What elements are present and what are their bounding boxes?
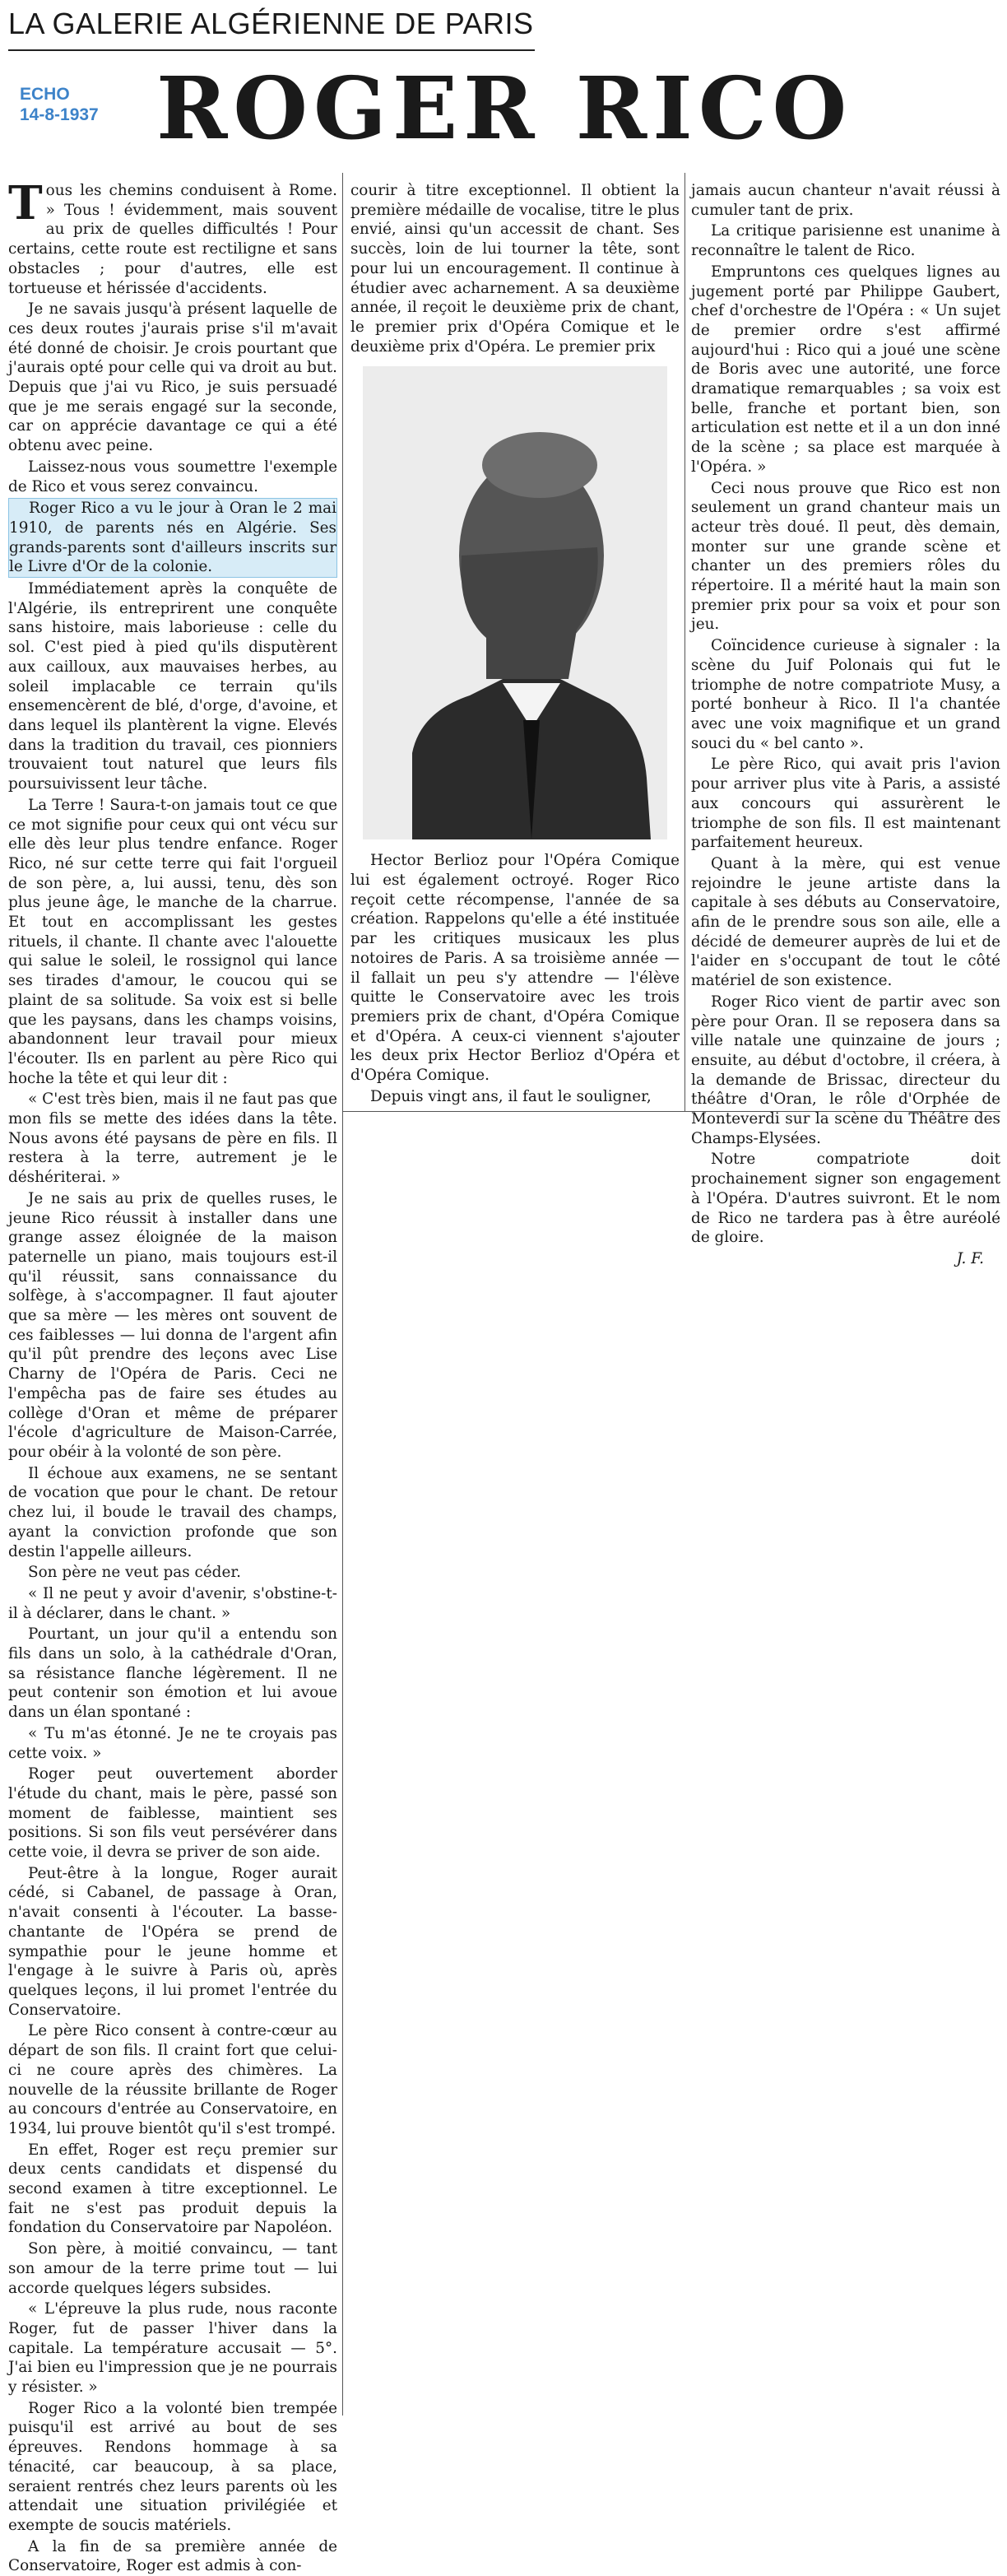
source-date: 14-8-1937 [20, 105, 99, 124]
column-divider [684, 173, 685, 1111]
paragraph: jamais aucun chanteur n'avait réussi à cumuler tant de prix. [691, 182, 1000, 219]
header-rule [8, 49, 535, 51]
highlighted-paragraph: Roger Rico a vu le jour à Oran le 2 mai 1910, de parents nés en Algérie. Ses grands-parents sont d'ailleurs inscrits sur le Livre d'Or de la colonie. [8, 498, 337, 578]
paragraph: Le père Rico consent à contre-cœur au départ de son fils. Il craint fort que celui-ci ne coure après des chimères. La nouvelle de la réussite brillante de Roger au concours d'entrée au Conservatoire, en 1934, lui prouve bientôt qu'il s'est trompé. [8, 2022, 337, 2137]
article-column-1 [8, 176, 337, 2575]
paragraph: Le père Rico, qui avait pris l'avion pour arriver plus vite à Paris, a assisté aux concours qui assurèrent le triomphe de son fils. Il est maintenant parfaitement heureux. [691, 756, 1000, 852]
paragraph: Depuis vingt ans, il faut le souligner, [370, 1087, 652, 1105]
article-headline: ROGER RICO [156, 58, 853, 159]
paragraph: Hector Berlioz pour l'Opéra Comique lui est également octroyé. Roger Rico reçoit cette récompense, l'année de sa création. Rappelons qu'elle a été instituée par les critiques musicaux les plus notoires de Paris. A sa troisième année — il fallait un peu s'y attendre — l'élève quitte le Conservatoire avec les trois premiers prix de chant, d'Opéra Comique et d'Opéra. A ceux-ci viennent s'ajouter les deux prix Hector Berlioz d'Opéra et d'Opéra Comique. [350, 852, 680, 1085]
paragraph: courir à titre exceptionnel. Il obtient la première médaille de vocalise, titre le plus envié, ainsi qu'un accessit de chant. Ses succès, loin de lui tourner la tête, sont pour lui un encouragement. Il continue à étudier avec acharnement. A sa deuxième année, il reçoit le deuxième prix de chant, le premier prix d'Opéra Comique et le deuxième prix d'Opéra. Le premier prix [350, 182, 680, 356]
paragraph: Pourtant, un jour qu'il a entendu son fils dans un solo, à la cathédrale d'Oran, sa résistance flanche légèrement. Il ne peut contenir son émotion et lui avoue dans un élan spontané : [8, 1625, 337, 1722]
paragraph: A la fin de sa première année de Conservatoire, Roger est admis à con- [8, 2537, 337, 2575]
paragraph: Je ne sais au prix de quelles ruses, le jeune Rico réussit à installer dans une grange assez éloignée de la maison paternelle un piano, mais toujours est-il qu'il réussit, sans connaissance du solfège, à s'accompagner. Il faut ajouter que sa mère — les mères ont souvent de ces faiblesses — lui donna de l'argent afin qu'il pût prendre des leçons avec Lise Charny de l'Opéra de Paris. Ceci ne l'empêcha pas de faire ses études au collège d'Oran et même de préparer l'école d'agriculture de Maison-Carrée, pour obéir à la volonté de son père. [8, 1189, 337, 1461]
portrait-silhouette-icon [363, 366, 667, 839]
paragraph: Son père ne veut pas céder. [28, 1564, 241, 1582]
paragraph: Immédiatement après la conquête de l'Algérie, ils entreprirent une conquête sans histoire, mais laborieuse : celle du sol. C'est pied à pied qu'ils disputèrent aux cailloux, aux mauvaises herbes, au soleil implacable ce terrain qu'ils ensemencèrent de blé, d'orge, d'avoine, et dans lequel ils plantèrent la vigne. Elevés dans la tradition du travail, ces pionniers trouvaient tout naturel que leurs fils poursuivissent leur tâche. [8, 580, 337, 793]
paragraph: Peut-être à la longue, Roger aurait cédé, si Cabanel, de passage à Oran, n'avait consenti à l'écouter. La basse-chantante de l'Opéra se prend de sympathie pour le jeune homme et l'engage à le suivre à Paris où, après quelques leçons, il lui promet l'entrée du Conservatoire. [8, 1864, 337, 2019]
source-name: ECHO [20, 85, 70, 104]
article-column-3 [691, 181, 1000, 1267]
paragraph: « L'épreuve la plus rude, nous raconte Roger, fut de passer l'hiver dans la capitale. La température accusait — 5°. J'ai bien eu l'impression que je ne pourrais y résister. » [8, 2300, 337, 2397]
paragraph: Son père, à moitié convaincu, — tant son amour de la terre prime tout — lui accorde quelques légers subsides. [8, 2240, 337, 2297]
drop-cap: T [8, 176, 43, 230]
portrait-photo [363, 366, 667, 839]
paragraph: En effet, Roger est reçu premier sur deux cents candidats et dispensé du second examen à titre exceptionnel. Le fait ne s'est pas produit depuis la fondation du Conservatoire par Napoléon. [8, 2141, 337, 2237]
paragraph: Il échoue aux examens, ne se sentant de vocation que pour le chant. De retour chez lui, il boude le travail des champs, ayant la conviction profonde que son destin l'appelle ailleurs. [8, 1464, 337, 1560]
paragraph: Notre compatriote doit prochainement signer son engagement à l'Opéra. D'autres suivront. Et le nom de Rico ne tardera pas à être auréolé de gloire. [691, 1151, 1000, 1247]
paragraph: Laissez-nous vous soumettre l'exemple de Rico et vous serez convaincu. [8, 458, 337, 495]
section-header [8, 7, 535, 51]
section-title: LA GALERIE ALGÉRIENNE DE PARIS [8, 7, 534, 40]
source-annotation [20, 84, 99, 125]
paragraph: Tous les chemins conduisent à Rome. » Tous ! évidemment, mais souvent au prix de quelles difficultés ! Pour certains, cette route est rectiligne et sans obstacles ; pour d'autres, elle est tortueuse et hérissée d'accidents. [8, 176, 337, 297]
author-signature: J. F. [956, 1249, 984, 1267]
paragraph: La critique parisienne est unanime à reconnaître le talent de Rico. [691, 222, 1000, 260]
paragraph: La Terre ! Saura-t-on jamais tout ce que ce mot signifie pour ceux qui ont vécu sur elle dès leur plus tendre enfance. Roger Rico, né sur cette terre qui fait l'orgueil de son père, a, lui aussi, tenu, dès son plus jeune âge, le manche de la charrue. Et tout en accomplissant les gestes rituels, il chante. Il chante avec l'alouette qui salue le soleil, le rossignol qui lance ses tirades d'amour, le coucou qui se plaint de sa solitude. Sa voix est si belle que les paysans, dans les champs voisins, abandonnent leur travail pour mieux l'écouter. Ils en parlent au père Rico qui hoche la tête et qui leur dit : [8, 796, 337, 1087]
column-divider [342, 173, 343, 2416]
paragraph: « C'est très bien, mais il ne faut pas que mon fils se mette des idées dans la tête. Nous avons été paysans de père en fils. Il restera à la terre, autrement je le déshériterai. » [8, 1090, 337, 1187]
paragraph: Empruntons ces quelques lignes au jugement porté par Philippe Gaubert, chef d'orchestre de l'Opéra : « Un sujet de premier ordre s'est affirmé aujourd'hui : Rico qui a joué une scène de Boris avec une autorité, une force dramatique remarquables ; sa voix est belle, franche et portant bien, son articulation est nette et il a un don inné de la scène ; sa place est marquée à l'Opéra. » [691, 263, 1000, 476]
paragraph: Je ne savais jusqu'à présent laquelle de ces deux routes j'aurais prise s'il m'avait été donné de choisir. Je crois pourtant que j'aurais opté pour celle qui va droit au but. Depuis que j'ai vu Rico, je suis persuadé que je me serais engagé sur la seconde, car on apprécie davantage ce qui a été obtenu avec peine. [8, 300, 337, 455]
paragraph: Roger Rico a la volonté bien trempée puisqu'il est arrivé au bout de ses épreuves. Rendons hommage à sa ténacité, car beaucoup, à sa place, seraient rentrés chez leurs parents où les attendait une situation privilégiée et exempte de soucis matériels. [8, 2399, 337, 2534]
paragraph: Roger peut ouvertement aborder l'étude du chant, mais le père, passé son moment de faiblesse, maintient ses positions. Si son fils veut persévérer dans cette voie, il devra se priver de son aide. [8, 1765, 337, 1862]
paragraph: « Il ne peut y avoir d'avenir, s'obstine-t-il à déclarer, dans le chant. » [8, 1584, 337, 1622]
paragraph: Coïncidence curieuse à signaler : la scène du Juif Polonais qui fut le triomphe de notre compatriote Musy, a porté bonheur à Rico. Il l'a chantée avec une voix magnifique et un grand souci du « bel canto ». [691, 637, 1000, 752]
paragraph: Quant à la mère, qui est venue rejoindre le jeune artiste dans la capitale à ses débuts au Conservatoire, afin de le prendre sous son aile, elle a décidé de demeurer auprès de lui et de l'aider en s'occupant de tout le côté matériel de son existence. [691, 854, 1000, 990]
paragraph: « Tu m'as étonné. Je ne te croyais pas cette voix. » [8, 1724, 337, 1762]
paragraph: Roger Rico vient de partir avec son père pour Oran. Il se reposera dans sa ville natale une quinzaine de jours ; ensuite, au début d'octobre, il créera, à la demande de Brissac, directeur du théâtre d'Oran, le rôle d'Orphée de Monteverdi sur la scène du Théâtre des Champs-Elysées. [691, 993, 1000, 1147]
paragraph: Ceci nous prouve que Rico est non seulement un grand chanteur mais un acteur très doué. Il peut, dès demain, monter sur une grande scène et chanter un des premiers rôles du répertoire. Il a mérité haut la main son premier prix pour sa voix et pour son jeu. [691, 479, 1000, 634]
article-column-2 [350, 181, 680, 1111]
